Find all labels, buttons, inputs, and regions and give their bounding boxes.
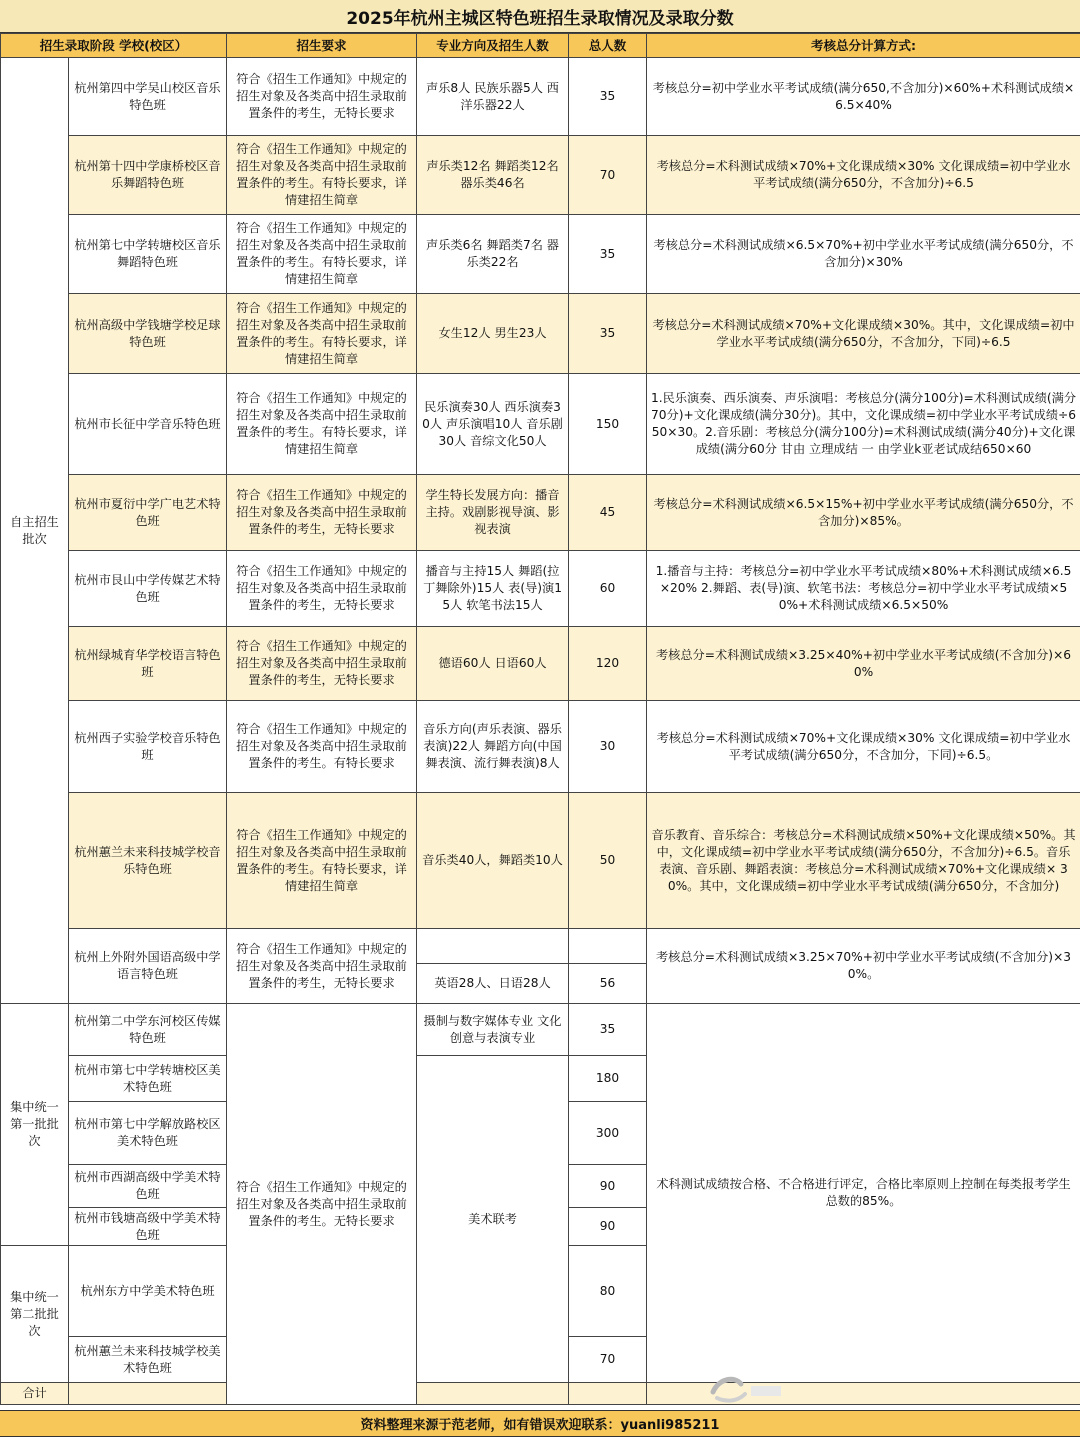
total-count: 90 bbox=[569, 1208, 647, 1246]
header-school: 招生录取阶段 学校(校区） bbox=[1, 34, 227, 58]
admission-table bbox=[0, 33, 1080, 1405]
total-label: 合计 bbox=[1, 1383, 69, 1405]
school-name: 杭州市第七中学转塘校区美术特色班 bbox=[69, 1056, 227, 1102]
total-cell-empty bbox=[69, 1383, 227, 1405]
total-count: 35 bbox=[569, 294, 647, 374]
score-formula: 考核总分=术科测试成绩×70%+文化课成绩×30% 文化课成绩=初中学业水平考试成绩(满分650分，不含加分，下同)÷6.5。 bbox=[647, 701, 1080, 793]
school-name: 杭州西子实验学校音乐特色班 bbox=[69, 701, 227, 793]
major-quota: 美术联考 bbox=[417, 1056, 569, 1383]
table-row bbox=[1, 136, 1080, 215]
school-name: 杭州蕙兰未来科技城学校音乐特色班 bbox=[69, 793, 227, 929]
major-quota: 音乐类40人，舞蹈类10人 bbox=[417, 793, 569, 929]
total-count: 70 bbox=[569, 136, 647, 215]
total-count-empty bbox=[569, 929, 647, 964]
requirement: 符合《招生工作通知》中规定的招生对象及各类高中招生录取前置条件的考生。有特长要求，详情建招生简章 bbox=[227, 215, 417, 294]
total-count: 80 bbox=[569, 1246, 647, 1337]
total-cell-empty bbox=[647, 1383, 1080, 1405]
major-quota: 播音与主持15人 舞蹈(拉丁舞除外)15人 表(导)演15人 软笔书法15人 bbox=[417, 551, 569, 627]
total-count: 60 bbox=[569, 551, 647, 627]
table-row bbox=[1, 551, 1080, 627]
school-name: 杭州上外附外国语高级中学语言特色班 bbox=[69, 929, 227, 1004]
table-row bbox=[1, 294, 1080, 374]
major-quota: 声乐8人 民族乐器5人 西洋乐器22人 bbox=[417, 58, 569, 136]
table-row bbox=[1, 215, 1080, 294]
requirement: 符合《招生工作通知》中规定的招生对象及各类高中招生录取前置条件的考生，无特长要求 bbox=[227, 551, 417, 627]
stage-label: 自主招生批次 bbox=[1, 58, 69, 1004]
total-cell-empty bbox=[417, 1383, 569, 1405]
school-name: 杭州第四中学吴山校区音乐特色班 bbox=[69, 58, 227, 136]
total-count: 180 bbox=[569, 1056, 647, 1102]
requirement: 符合《招生工作通知》中规定的招生对象及各类高中招生录取前置条件的考生。有特长要求，详情建招生简章 bbox=[227, 374, 417, 475]
table-row bbox=[1, 627, 1080, 701]
major-quota: 英语28人、日语28人 bbox=[417, 964, 569, 1004]
total-count: 56 bbox=[569, 964, 647, 1004]
major-quota: 女生12人 男生23人 bbox=[417, 294, 569, 374]
major-quota: 学生特长发展方向：播音主持。戏剧影视导演、影视表演 bbox=[417, 475, 569, 551]
total-count: 45 bbox=[569, 475, 647, 551]
table-row bbox=[1, 929, 1080, 964]
school-name: 杭州高级中学钱塘学校足球特色班 bbox=[69, 294, 227, 374]
major-quota: 民乐演奏30人 西乐演奏30人 声乐演唱10人 音乐剧30人 音综文化50人 bbox=[417, 374, 569, 475]
table-row bbox=[1, 793, 1080, 929]
requirement: 符合《招生工作通知》中规定的招生对象及各类高中招生录取前置条件的考生。无特长要求 bbox=[227, 1004, 417, 1405]
major-quota: 德语60人 日语60人 bbox=[417, 627, 569, 701]
requirement: 符合《招生工作通知》中规定的招生对象及各类高中招生录取前置条件的考生，无特长要求 bbox=[227, 475, 417, 551]
school-name: 杭州市钱塘高级中学美术特色班 bbox=[69, 1208, 227, 1246]
header-formula: 考核总分计算方式: bbox=[647, 34, 1080, 58]
school-name: 杭州第七中学转塘校区音乐舞蹈特色班 bbox=[69, 215, 227, 294]
score-formula: 考核总分=术科测试成绩×70%+文化课成绩×30%。其中，文化课成绩=初中学业水平考试成绩(满分650分，不含加分，下同)÷6.5 bbox=[647, 294, 1080, 374]
header-major: 专业方向及招生人数 bbox=[417, 34, 569, 58]
major-quota: 音乐方向(声乐表演、器乐表演)22人 舞蹈方向(中国舞表演、流行舞表演)8人 bbox=[417, 701, 569, 793]
total-cell-empty bbox=[569, 1383, 647, 1405]
table-row bbox=[1, 475, 1080, 551]
footer-note: 资料整理来源于范老师，如有错误欢迎联系：yuanli985211 bbox=[0, 1410, 1080, 1437]
requirement: 符合《招生工作通知》中规定的招生对象及各类高中招生录取前置条件的考生。有特长要求，详情建招生简章 bbox=[227, 136, 417, 215]
header-requirement: 招生要求 bbox=[227, 34, 417, 58]
school-name: 杭州第十四中学康桥校区音乐舞蹈特色班 bbox=[69, 136, 227, 215]
school-name: 杭州第二中学东河校区传媒特色班 bbox=[69, 1004, 227, 1056]
major-quota: 摄制与数字媒体专业 文化创意与表演专业 bbox=[417, 1004, 569, 1056]
school-name: 杭州市西湖高级中学美术特色班 bbox=[69, 1165, 227, 1208]
requirement: 符合《招生工作通知》中规定的招生对象及各类高中招生录取前置条件的考生。有特长要求，详情建招生简章 bbox=[227, 294, 417, 374]
school-name: 杭州东方中学美术特色班 bbox=[69, 1246, 227, 1337]
total-count: 35 bbox=[569, 215, 647, 294]
total-count: 35 bbox=[569, 1004, 647, 1056]
requirement: 符合《招生工作通知》中规定的招生对象及各类高中招生录取前置条件的考生。有特长要求，详情建招生简章 bbox=[227, 793, 417, 929]
major-quota: 声乐类6名 舞蹈类7名 器乐类22名 bbox=[417, 215, 569, 294]
total-count: 120 bbox=[569, 627, 647, 701]
total-count: 35 bbox=[569, 58, 647, 136]
score-formula: 考核总分=术科测试成绩×6.5×15%+初中学业水平考试成绩(满分650分，不含加分)×85%。 bbox=[647, 475, 1080, 551]
score-formula: 音乐教育、音乐综合：考核总分=术科测试成绩×50%+文化课成绩×50%。其中，文化课成绩=初中学业水平考试成绩(满分650分，不含加分)÷6.5。音乐表演、音乐剧、舞蹈表演：考核总分=术科测试成绩×70%+文化课成绩× 30%。其中，文化课成绩=初中学业水平考试成绩(满分650分，不含加分) bbox=[647, 793, 1080, 929]
requirement: 符合《招生工作通知》中规定的招生对象及各类高中招生录取前置条件的考生，无特长要求 bbox=[227, 929, 417, 1004]
school-name: 杭州蕙兰未来科技城学校美术特色班 bbox=[69, 1337, 227, 1383]
major-quota-empty bbox=[417, 929, 569, 964]
table-row bbox=[1, 58, 1080, 136]
school-name: 杭州市长征中学音乐特色班 bbox=[69, 374, 227, 475]
header-total: 总人数 bbox=[569, 34, 647, 58]
requirement: 符合《招生工作通知》中规定的招生对象及各类高中招生录取前置条件的考生。有特长要求 bbox=[227, 701, 417, 793]
total-count: 90 bbox=[569, 1165, 647, 1208]
page-title: 2025年杭州主城区特色班招生录取情况及录取分数 bbox=[0, 0, 1080, 33]
requirement: 符合《招生工作通知》中规定的招生对象及各类高中招生录取前置条件的考生，无特长要求 bbox=[227, 58, 417, 136]
total-count: 150 bbox=[569, 374, 647, 475]
total-count: 50 bbox=[569, 793, 647, 929]
requirement: 符合《招生工作通知》中规定的招生对象及各类高中招生录取前置条件的考生，无特长要求 bbox=[227, 627, 417, 701]
table-row bbox=[1, 374, 1080, 475]
table-row bbox=[1, 701, 1080, 793]
stage-label: 集中统一第一批批次 bbox=[1, 1004, 69, 1246]
total-count: 70 bbox=[569, 1337, 647, 1383]
score-formula: 术科测试成绩按合格、不合格进行评定，合格比率原则上控制在每类报考学生总数的85%。 bbox=[647, 1004, 1080, 1383]
score-formula: 考核总分=术科测试成绩×3.25×70%+初中学业水平考试成绩(不含加分)×30%。 bbox=[647, 929, 1080, 1004]
school-name: 杭州市第七中学解放路校区美术特色班 bbox=[69, 1102, 227, 1165]
total-count: 30 bbox=[569, 701, 647, 793]
total-count: 300 bbox=[569, 1102, 647, 1165]
school-name: 杭州市艮山中学传媒艺术特色班 bbox=[69, 551, 227, 627]
score-formula: 考核总分=术科测试成绩×70%+文化课成绩×30% 文化课成绩=初中学业水平考试成绩(满分650分，不含加分)÷6.5 bbox=[647, 136, 1080, 215]
score-formula: 考核总分=术科测试成绩×3.25×40%+初中学业水平考试成绩(不含加分)×60% bbox=[647, 627, 1080, 701]
total-row bbox=[1, 1383, 1080, 1405]
score-formula: 1.播音与主持：考核总分=初中学业水平考试成绩×80%+术科测试成绩×6.5×20% 2.舞蹈、表(导)演、软笔书法：考核总分=初中学业水平考试成绩×50%+术科测试成绩×6.5×50% bbox=[647, 551, 1080, 627]
score-formula: 考核总分=初中学业水平考试成绩(满分650,不含加分)×60%+术科测试成绩×6.5×40% bbox=[647, 58, 1080, 136]
table-header-row bbox=[1, 34, 1080, 58]
school-name: 杭州绿城育华学校语言特色班 bbox=[69, 627, 227, 701]
school-name: 杭州市夏衍中学广电艺术特色班 bbox=[69, 475, 227, 551]
table-row bbox=[1, 1004, 1080, 1056]
stage-label: 集中统一第二批批次 bbox=[1, 1246, 69, 1383]
score-formula: 考核总分=术科测试成绩×6.5×70%+初中学业水平考试成绩(满分650分，不含加分)×30% bbox=[647, 215, 1080, 294]
major-quota: 声乐类12名 舞蹈类12名 器乐类46名 bbox=[417, 136, 569, 215]
score-formula: 1.民乐演奏、西乐演奏、声乐演唱：考核总分(满分100分)=术科测试成绩(满分70分)+文化课成绩(满分30分)。其中，文化课成绩=初中学业水平考试成绩÷650×30。2.音乐剧：考核总分(满分100分)=术科测试成绩(满分40分)+文化课成绩(满分60分 甘由 立理成结 一 由学业k亚老试成结650×60 bbox=[647, 374, 1080, 475]
